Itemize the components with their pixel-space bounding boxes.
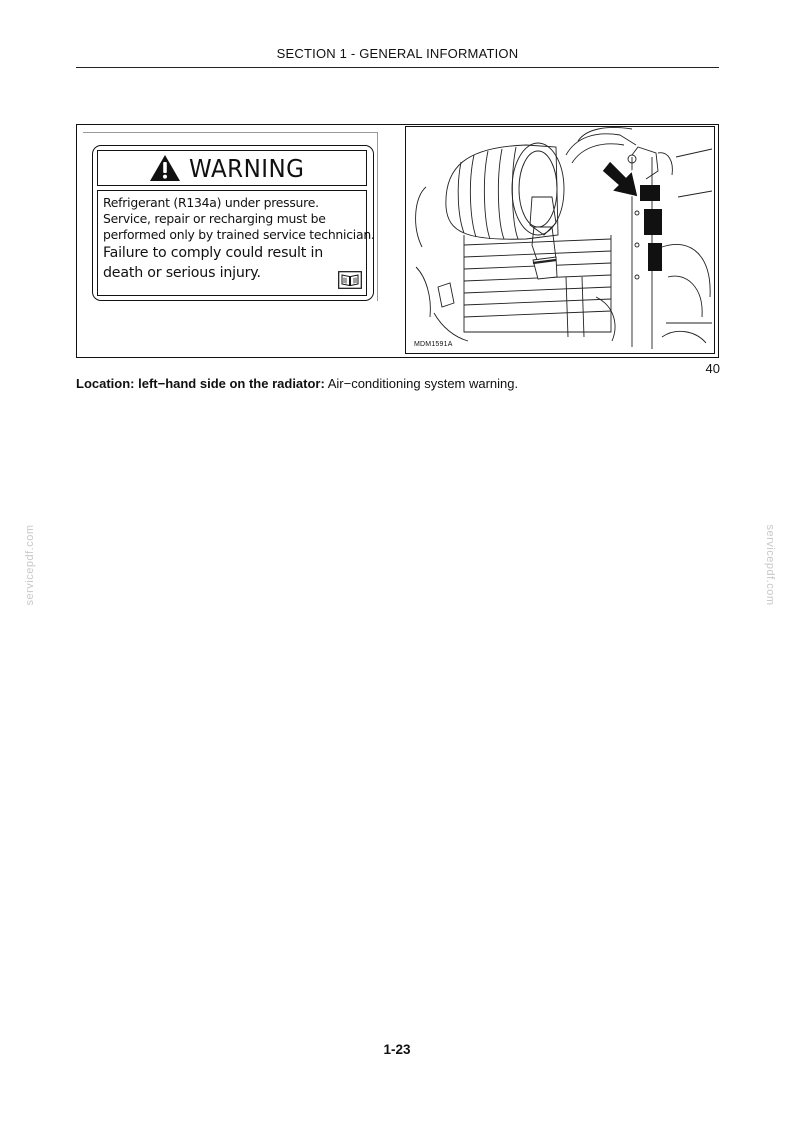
decal-body (97, 190, 375, 296)
watermark-right: servicepdf.com (764, 524, 776, 606)
warning-decal-sheet (83, 132, 378, 301)
decal-line: Failure to comply could result in (103, 245, 324, 261)
drawing-reference-code: MDM1591A (414, 341, 453, 348)
decal-line: Service, repair or recharging must be (103, 211, 326, 226)
decal-header (97, 150, 367, 186)
caption-location-label: Location: left−hand side on the radiator: (76, 376, 325, 391)
radiator-location-drawing (405, 126, 715, 354)
decal-title: WARNING (189, 153, 305, 183)
warning-triangle-icon (149, 154, 181, 182)
header-rule (76, 67, 719, 68)
figure-number: 40 (705, 361, 720, 376)
caption-description: Air−conditioning system warning. (324, 376, 519, 391)
watermark-left: servicepdf.com (24, 524, 36, 606)
operator-manual-icon (338, 271, 362, 289)
warning-decal (92, 145, 374, 301)
decal-line: performed only by trained service technician. (103, 227, 375, 242)
figure-frame (76, 124, 719, 358)
decal-line: death or serious injury. (103, 265, 261, 281)
section-header: SECTION 1 - GENERAL INFORMATION (276, 46, 519, 61)
decal-line: Refrigerant (R134a) under pressure. (103, 195, 319, 210)
radiator-illustration (406, 127, 714, 353)
figure-caption (76, 376, 518, 391)
page-number: 1-23 (383, 1042, 411, 1057)
